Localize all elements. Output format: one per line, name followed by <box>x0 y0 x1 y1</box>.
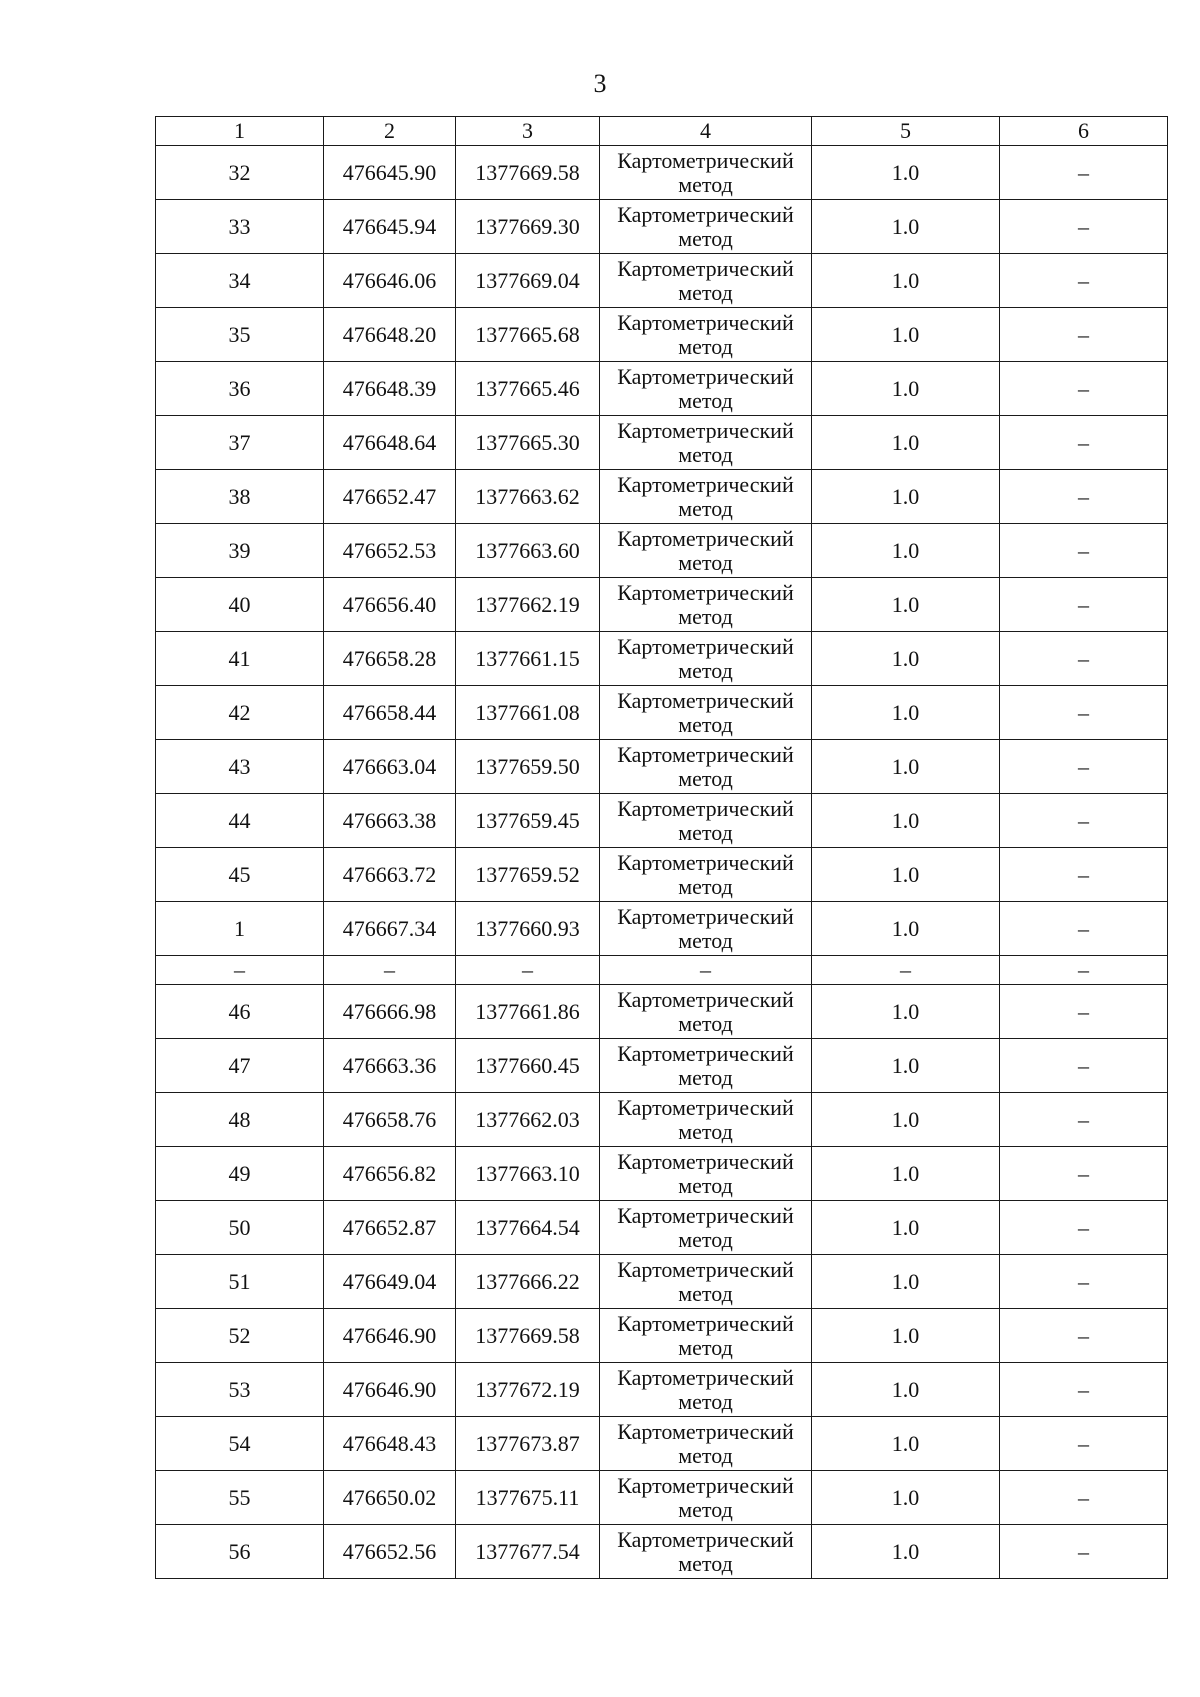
table-row <box>156 686 1168 740</box>
method-line: Картометрический <box>617 1526 794 1552</box>
method-cell <box>600 985 812 1039</box>
x-coordinate-cell: 476649.04 <box>324 1255 456 1309</box>
note-cell: – <box>1000 470 1168 524</box>
method-line: Картометрический <box>617 255 794 281</box>
note-cell: – <box>1000 686 1168 740</box>
table-row <box>156 1093 1168 1147</box>
accuracy-cell: 1.0 <box>812 1309 1000 1363</box>
y-coordinate-cell: 1377659.50 <box>456 740 600 794</box>
point-number-cell: 38 <box>156 470 324 524</box>
header-cell: 5 <box>812 117 1000 146</box>
method-cell <box>600 470 812 524</box>
accuracy-cell: 1.0 <box>812 1417 1000 1471</box>
y-coordinate-cell: 1377660.45 <box>456 1039 600 1093</box>
point-number-cell: 35 <box>156 308 324 362</box>
y-coordinate-cell: 1377677.54 <box>456 1525 600 1579</box>
method-line: Картометрический <box>617 525 794 551</box>
method-cell <box>600 848 812 902</box>
y-coordinate-cell: 1377669.04 <box>456 254 600 308</box>
note-cell: – <box>1000 1525 1168 1579</box>
method-line: Картометрический <box>617 1040 794 1066</box>
accuracy-cell: 1.0 <box>812 470 1000 524</box>
method-line: Картометрический <box>617 1148 794 1174</box>
x-coordinate-cell: 476646.06 <box>324 254 456 308</box>
x-coordinate-cell: 476658.44 <box>324 686 456 740</box>
y-coordinate-cell: 1377664.54 <box>456 1201 600 1255</box>
note-cell: – <box>1000 1039 1168 1093</box>
method-line: Картометрический <box>617 579 794 605</box>
note-cell: – <box>1000 1255 1168 1309</box>
y-coordinate-cell: 1377661.15 <box>456 632 600 686</box>
method-line: метод <box>678 549 733 575</box>
note-cell: – <box>1000 1417 1168 1471</box>
y-coordinate-cell: 1377665.30 <box>456 416 600 470</box>
note-cell: – <box>1000 632 1168 686</box>
x-coordinate-cell: 476658.76 <box>324 1093 456 1147</box>
x-coordinate-cell: 476656.82 <box>324 1147 456 1201</box>
accuracy-cell: 1.0 <box>812 902 1000 956</box>
table-row <box>156 985 1168 1039</box>
method-line: Картометрический <box>617 1202 794 1228</box>
method-line: Картометрический <box>617 633 794 659</box>
method-line: метод <box>678 1226 733 1252</box>
accuracy-cell: 1.0 <box>812 254 1000 308</box>
method-line: метод <box>678 819 733 845</box>
method-line: метод <box>678 1280 733 1306</box>
method-line: Картометрический <box>617 1364 794 1390</box>
x-coordinate-cell: 476667.34 <box>324 902 456 956</box>
note-cell: – <box>1000 1363 1168 1417</box>
method-line: Картометрический <box>617 903 794 929</box>
method-line: метод <box>678 387 733 413</box>
note-cell: – <box>1000 848 1168 902</box>
method-line: Картометрический <box>617 1094 794 1120</box>
method-line: метод <box>678 441 733 467</box>
method-line: метод <box>678 1442 733 1468</box>
x-coordinate-cell: 476650.02 <box>324 1471 456 1525</box>
accuracy-cell: 1.0 <box>812 578 1000 632</box>
accuracy-cell: 1.0 <box>812 848 1000 902</box>
table-row <box>156 308 1168 362</box>
method-line: метод <box>678 927 733 953</box>
note-cell: – <box>1000 794 1168 848</box>
point-number-cell: 46 <box>156 985 324 1039</box>
note-cell: – <box>1000 524 1168 578</box>
accuracy-cell: 1.0 <box>812 146 1000 200</box>
table-row <box>156 362 1168 416</box>
method-line: метод <box>678 279 733 305</box>
method-line: метод <box>678 711 733 737</box>
accuracy-cell: 1.0 <box>812 1039 1000 1093</box>
note-cell: – <box>1000 578 1168 632</box>
y-coordinate-cell: 1377661.86 <box>456 985 600 1039</box>
point-number-cell: 1 <box>156 902 324 956</box>
x-coordinate-cell: 476652.87 <box>324 1201 456 1255</box>
method-cell <box>600 200 812 254</box>
method-cell <box>600 1417 812 1471</box>
point-number-cell: 41 <box>156 632 324 686</box>
y-coordinate-cell: 1377665.68 <box>456 308 600 362</box>
point-number-cell: 56 <box>156 1525 324 1579</box>
header-cell: 6 <box>1000 117 1168 146</box>
point-number-cell: 49 <box>156 1147 324 1201</box>
table-row <box>156 1255 1168 1309</box>
method-cell <box>600 1255 812 1309</box>
point-number-cell: 50 <box>156 1201 324 1255</box>
method-line: метод <box>678 1010 733 1036</box>
x-coordinate-cell: 476652.47 <box>324 470 456 524</box>
method-cell <box>600 740 812 794</box>
point-number-cell: 48 <box>156 1093 324 1147</box>
method-line: метод <box>678 603 733 629</box>
y-coordinate-cell: 1377669.30 <box>456 200 600 254</box>
method-cell <box>600 1363 812 1417</box>
accuracy-cell: 1.0 <box>812 1255 1000 1309</box>
separator-cell: – <box>324 956 456 985</box>
method-line: Картометрический <box>617 849 794 875</box>
method-cell <box>600 902 812 956</box>
table-row <box>156 740 1168 794</box>
method-line: метод <box>678 1334 733 1360</box>
y-coordinate-cell: 1377663.62 <box>456 470 600 524</box>
method-line: Картометрический <box>617 147 794 173</box>
method-line: метод <box>678 333 733 359</box>
x-coordinate-cell: 476648.39 <box>324 362 456 416</box>
accuracy-cell: 1.0 <box>812 1147 1000 1201</box>
note-cell: – <box>1000 740 1168 794</box>
point-number-cell: 55 <box>156 1471 324 1525</box>
header-cell: 1 <box>156 117 324 146</box>
y-coordinate-cell: 1377672.19 <box>456 1363 600 1417</box>
method-line: метод <box>678 1172 733 1198</box>
note-cell: – <box>1000 1309 1168 1363</box>
method-line: метод <box>678 657 733 683</box>
x-coordinate-cell: 476666.98 <box>324 985 456 1039</box>
y-coordinate-cell: 1377660.93 <box>456 902 600 956</box>
note-cell: – <box>1000 1471 1168 1525</box>
header-cell: 3 <box>456 117 600 146</box>
y-coordinate-cell: 1377673.87 <box>456 1417 600 1471</box>
point-number-cell: 34 <box>156 254 324 308</box>
method-line: метод <box>678 873 733 899</box>
table-row <box>156 416 1168 470</box>
point-number-cell: 36 <box>156 362 324 416</box>
accuracy-cell: 1.0 <box>812 794 1000 848</box>
x-coordinate-cell: 476648.64 <box>324 416 456 470</box>
y-coordinate-cell: 1377669.58 <box>456 1309 600 1363</box>
y-coordinate-cell: 1377669.58 <box>456 146 600 200</box>
note-cell: – <box>1000 362 1168 416</box>
method-line: Картометрический <box>617 1310 794 1336</box>
page-number: 3 <box>593 69 607 98</box>
table-row <box>156 1039 1168 1093</box>
y-coordinate-cell: 1377662.03 <box>456 1093 600 1147</box>
method-cell <box>600 1525 812 1579</box>
method-cell <box>600 632 812 686</box>
accuracy-cell: 1.0 <box>812 1471 1000 1525</box>
method-cell <box>600 146 812 200</box>
method-line: метод <box>678 1388 733 1414</box>
table-row <box>156 200 1168 254</box>
point-number-cell: 44 <box>156 794 324 848</box>
method-line: метод <box>678 225 733 251</box>
point-number-cell: 43 <box>156 740 324 794</box>
method-cell <box>600 686 812 740</box>
point-number-cell: 42 <box>156 686 324 740</box>
method-cell <box>600 1471 812 1525</box>
method-line: Картометрический <box>617 417 794 443</box>
separator-cell: – <box>1000 956 1168 985</box>
x-coordinate-cell: 476648.20 <box>324 308 456 362</box>
method-line: Картометрический <box>617 471 794 497</box>
x-coordinate-cell: 476656.40 <box>324 578 456 632</box>
accuracy-cell: 1.0 <box>812 308 1000 362</box>
method-line: метод <box>678 171 733 197</box>
point-number-cell: 39 <box>156 524 324 578</box>
y-coordinate-cell: 1377665.46 <box>456 362 600 416</box>
method-line: метод <box>678 1064 733 1090</box>
y-coordinate-cell: 1377666.22 <box>456 1255 600 1309</box>
method-line: Картометрический <box>617 986 794 1012</box>
header-row <box>156 117 1168 146</box>
table-row <box>156 1417 1168 1471</box>
point-number-cell: 53 <box>156 1363 324 1417</box>
x-coordinate-cell: 476663.36 <box>324 1039 456 1093</box>
x-coordinate-cell: 476663.72 <box>324 848 456 902</box>
note-cell: – <box>1000 1147 1168 1201</box>
method-cell <box>600 362 812 416</box>
x-coordinate-cell: 476648.43 <box>324 1417 456 1471</box>
accuracy-cell: 1.0 <box>812 524 1000 578</box>
accuracy-cell: 1.0 <box>812 1363 1000 1417</box>
accuracy-cell: 1.0 <box>812 740 1000 794</box>
point-number-cell: 40 <box>156 578 324 632</box>
x-coordinate-cell: 476663.38 <box>324 794 456 848</box>
table-row <box>156 1147 1168 1201</box>
table-row <box>156 254 1168 308</box>
method-cell <box>600 308 812 362</box>
table-row <box>156 1471 1168 1525</box>
separator-row <box>156 956 1168 985</box>
separator-cell: – <box>156 956 324 985</box>
x-coordinate-cell: 476652.56 <box>324 1525 456 1579</box>
accuracy-cell: 1.0 <box>812 686 1000 740</box>
method-line: метод <box>678 495 733 521</box>
method-line: Картометрический <box>617 309 794 335</box>
method-line: метод <box>678 1550 733 1576</box>
method-line: метод <box>678 1496 733 1522</box>
table-row <box>156 632 1168 686</box>
method-line: Картометрический <box>617 795 794 821</box>
point-number-cell: 32 <box>156 146 324 200</box>
y-coordinate-cell: 1377663.60 <box>456 524 600 578</box>
separator-cell: – <box>600 956 812 985</box>
method-line: Картометрический <box>617 741 794 767</box>
method-line: метод <box>678 1118 733 1144</box>
point-number-cell: 33 <box>156 200 324 254</box>
method-line: Картометрический <box>617 1418 794 1444</box>
method-cell <box>600 1201 812 1255</box>
method-line: Картометрический <box>617 1256 794 1282</box>
method-cell <box>600 1147 812 1201</box>
note-cell: – <box>1000 254 1168 308</box>
method-cell <box>600 1039 812 1093</box>
x-coordinate-cell: 476645.90 <box>324 146 456 200</box>
point-number-cell: 54 <box>156 1417 324 1471</box>
table-row <box>156 578 1168 632</box>
note-cell: – <box>1000 902 1168 956</box>
method-cell <box>600 1309 812 1363</box>
separator-cell: – <box>812 956 1000 985</box>
point-number-cell: 51 <box>156 1255 324 1309</box>
y-coordinate-cell: 1377662.19 <box>456 578 600 632</box>
accuracy-cell: 1.0 <box>812 985 1000 1039</box>
y-coordinate-cell: 1377661.08 <box>456 686 600 740</box>
method-cell <box>600 416 812 470</box>
method-line: метод <box>678 765 733 791</box>
note-cell: – <box>1000 416 1168 470</box>
accuracy-cell: 1.0 <box>812 362 1000 416</box>
y-coordinate-cell: 1377663.10 <box>456 1147 600 1201</box>
y-coordinate-cell: 1377659.52 <box>456 848 600 902</box>
coordinates-table <box>155 116 1168 1579</box>
table-row <box>156 902 1168 956</box>
table-row <box>156 848 1168 902</box>
header-cell: 2 <box>324 117 456 146</box>
table-row <box>156 470 1168 524</box>
accuracy-cell: 1.0 <box>812 632 1000 686</box>
point-number-cell: 37 <box>156 416 324 470</box>
method-cell <box>600 524 812 578</box>
method-line: Картометрический <box>617 201 794 227</box>
x-coordinate-cell: 476658.28 <box>324 632 456 686</box>
method-line: Картометрический <box>617 687 794 713</box>
x-coordinate-cell: 476652.53 <box>324 524 456 578</box>
note-cell: – <box>1000 146 1168 200</box>
table-row <box>156 1309 1168 1363</box>
accuracy-cell: 1.0 <box>812 416 1000 470</box>
x-coordinate-cell: 476663.04 <box>324 740 456 794</box>
header-cell: 4 <box>600 117 812 146</box>
table-row <box>156 524 1168 578</box>
x-coordinate-cell: 476646.90 <box>324 1309 456 1363</box>
note-cell: – <box>1000 200 1168 254</box>
point-number-cell: 45 <box>156 848 324 902</box>
method-cell <box>600 578 812 632</box>
table-row <box>156 1525 1168 1579</box>
accuracy-cell: 1.0 <box>812 200 1000 254</box>
note-cell: – <box>1000 1201 1168 1255</box>
method-cell <box>600 254 812 308</box>
x-coordinate-cell: 476645.94 <box>324 200 456 254</box>
accuracy-cell: 1.0 <box>812 1525 1000 1579</box>
note-cell: – <box>1000 308 1168 362</box>
method-line: Картометрический <box>617 1472 794 1498</box>
point-number-cell: 52 <box>156 1309 324 1363</box>
table-row <box>156 1363 1168 1417</box>
table-row <box>156 146 1168 200</box>
y-coordinate-cell: 1377675.11 <box>456 1471 600 1525</box>
point-number-cell: 47 <box>156 1039 324 1093</box>
note-cell: – <box>1000 1093 1168 1147</box>
separator-cell: – <box>456 956 600 985</box>
method-cell <box>600 1093 812 1147</box>
table-body <box>156 117 1168 1579</box>
method-line: Картометрический <box>617 363 794 389</box>
method-cell <box>600 794 812 848</box>
accuracy-cell: 1.0 <box>812 1201 1000 1255</box>
x-coordinate-cell: 476646.90 <box>324 1363 456 1417</box>
table-row <box>156 794 1168 848</box>
table-row <box>156 1201 1168 1255</box>
y-coordinate-cell: 1377659.45 <box>456 794 600 848</box>
accuracy-cell: 1.0 <box>812 1093 1000 1147</box>
note-cell: – <box>1000 985 1168 1039</box>
